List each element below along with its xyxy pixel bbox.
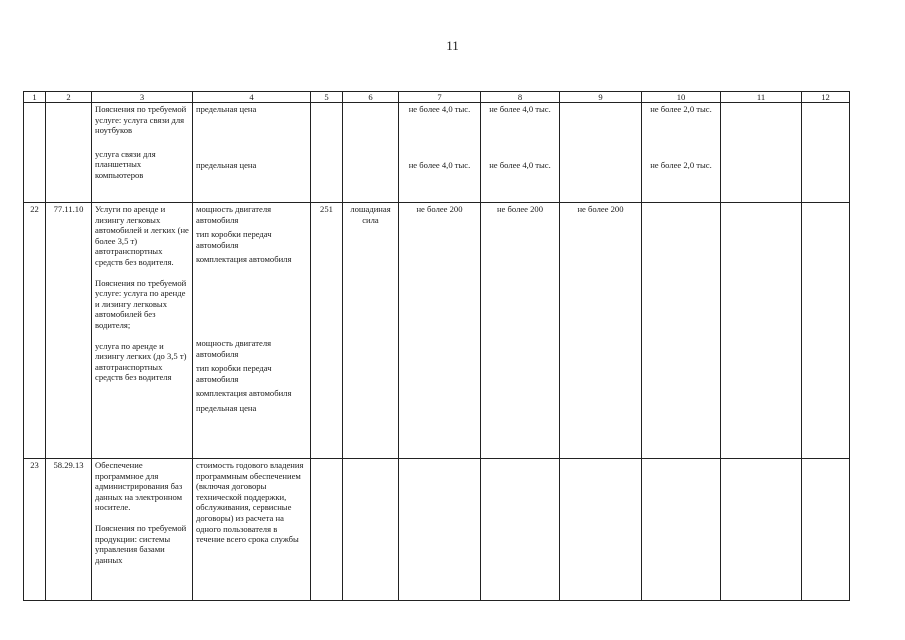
unit-name-cell: [343, 103, 399, 203]
table-row-23: [24, 459, 850, 601]
value-text: не более 4,0 тыс.: [489, 159, 551, 170]
unit-name-cell: лошадиная сила: [343, 203, 399, 459]
value-cell: [399, 103, 481, 203]
value-text: не более 2,0 тыс.: [650, 159, 712, 170]
value-cell: [721, 203, 802, 459]
service-note: услуга связи для планшетных компьютеров: [95, 148, 156, 180]
characteristic-cell: стоимость годового владения программным обеспечением (включая договоры технической поддержки, обслуживания, сервисные договоры) из расчета на одного пользователя в течение всего срока службы: [193, 459, 311, 601]
value-cell: [642, 103, 721, 203]
row-number-cell: 22: [24, 203, 46, 459]
unit-code-cell: [311, 459, 343, 601]
column-header: 1: [24, 92, 46, 103]
value-cell: [802, 103, 850, 203]
service-note: Пояснения по требуемой продукции: системы управления базами данных: [95, 522, 187, 565]
column-number-row: [24, 92, 850, 103]
value-cell: [721, 103, 802, 203]
column-header: 9: [560, 92, 642, 103]
characteristic-text: комплектация автомобиля: [196, 254, 292, 265]
service-description-cell: [92, 203, 193, 459]
code-cell: [46, 103, 92, 203]
value-cell: не более 200: [481, 203, 560, 459]
row-number-cell: 23: [24, 459, 46, 601]
value-cell: [481, 103, 560, 203]
characteristic-cell: [193, 203, 311, 459]
value-cell: [802, 203, 850, 459]
service-note: Пояснения по требуемой услуге: услуга по аренде и лизингу легковых автомобилей без водителя;: [95, 277, 187, 330]
value-cell: [721, 459, 802, 601]
code-cell: 77.11.10: [46, 203, 92, 459]
value-text: не более 2,0 тыс.: [650, 104, 712, 114]
table-row-22: [24, 203, 850, 459]
value-cell: [560, 459, 642, 601]
value-cell: [642, 203, 721, 459]
value-cell: [802, 459, 850, 601]
column-header: 12: [802, 92, 850, 103]
unit-code-cell: 251: [311, 203, 343, 459]
value-cell: [560, 103, 642, 203]
column-header: 11: [721, 92, 802, 103]
value-cell: [642, 459, 721, 601]
column-header: 5: [311, 92, 343, 103]
unit-name-cell: [343, 459, 399, 601]
characteristic-text: предельная цена: [196, 104, 257, 114]
characteristic-text: предельная цена: [196, 402, 257, 413]
requirements-table: [23, 91, 850, 601]
characteristic-text: тип коробки передач автомобиля: [196, 229, 272, 250]
service-description-cell: [92, 103, 193, 203]
service-description-cell: [92, 459, 193, 601]
column-header: 10: [642, 92, 721, 103]
unit-code-cell: [311, 103, 343, 203]
characteristic-text: мощность двигателя автомобиля: [196, 204, 272, 225]
service-note: Услуги по аренде и лизингу легковых автомобилей и легких (не более 3,5 т) автотранспортных средств без водителя.: [95, 204, 189, 267]
characteristic-text: предельная цена: [196, 159, 257, 170]
value-cell: не более 200: [399, 203, 481, 459]
column-header: 8: [481, 92, 560, 103]
page-number: 11: [446, 38, 459, 53]
column-header: 2: [46, 92, 92, 103]
service-note: услуга по аренде и лизингу легких (до 3,5 т) автотранспортных средств без водителя: [95, 340, 187, 383]
column-header: 3: [92, 92, 193, 103]
value-text: не более 4,0 тыс.: [408, 104, 471, 114]
value-cell: [399, 459, 481, 601]
value-text: не более 4,0 тыс.: [489, 104, 551, 114]
table-row-continuation: [24, 103, 850, 203]
service-note: Пояснения по требуемой услуге: услуга связи для ноутбуков: [95, 104, 187, 136]
value-text: не более 4,0 тыс.: [408, 159, 471, 170]
code-cell: 58.29.13: [46, 459, 92, 601]
column-header: 7: [399, 92, 481, 103]
characteristic-cell: [193, 103, 311, 203]
characteristic-text: комплектация автомобиля: [196, 388, 292, 399]
column-header: 6: [343, 92, 399, 103]
characteristic-text: мощность двигателя автомобиля: [196, 337, 272, 359]
column-header: 4: [193, 92, 311, 103]
characteristic-text: тип коробки передач автомобиля: [196, 363, 272, 384]
value-cell: не более 200: [560, 203, 642, 459]
value-cell: [481, 459, 560, 601]
service-note: Обеспечение программное для администрирования баз данных на электронном носителе.: [95, 460, 183, 513]
row-number-cell: [24, 103, 46, 203]
